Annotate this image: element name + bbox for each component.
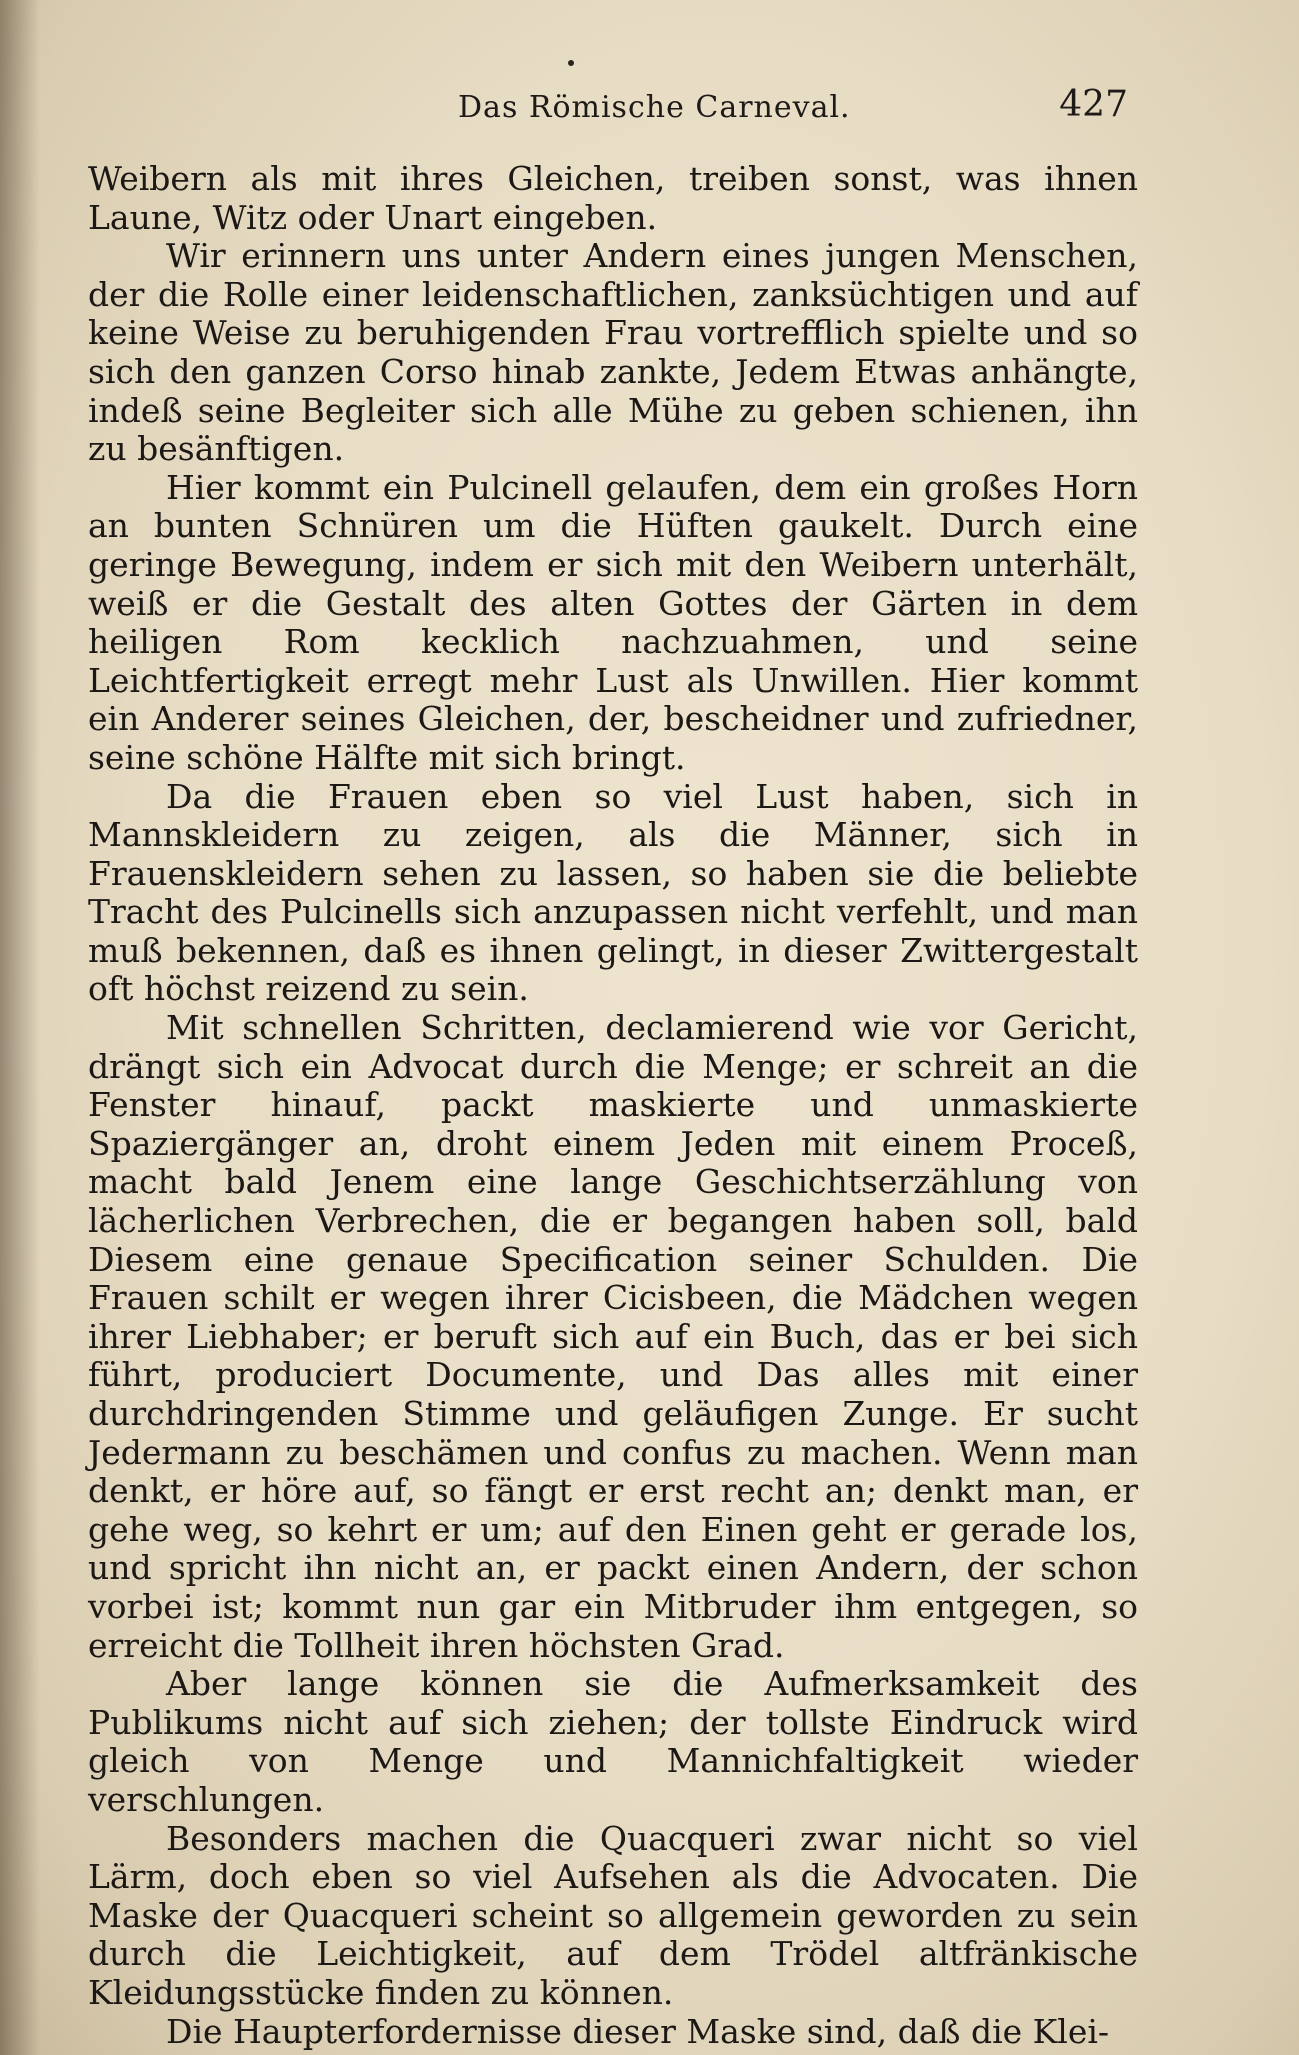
print-dot (568, 60, 574, 66)
body-text (88, 160, 1138, 2051)
paragraph: Die Haupterfordernisse dieser Maske sind, daß die Klei- (166, 2011, 1110, 2051)
paragraph: Da die Frauen eben so viel Lust haben, sich in Mannskleidern zu zeigen, als die Männer, sich in Frauenskleidern sehen zu lassen, so haben sie die beliebte Tracht des Pulcinells sich anzupassen nicht verfehlt, und man muß bekennen, daß es ihnen gelingt, in dieser Zwittergestalt oft höchst reizend zu sein. (88, 776, 1138, 1009)
paragraph: Wir erinnern uns unter Andern eines jungen Menschen, der die Rolle einer leidenschaftlichen, zanksüchtigen und auf keine Weise zu beruhigenden Frau vortrefflich spielte und so sich den ganzen Corso hinab zankte, Jedem Etwas anhängte, indeß seine Begleiter sich alle Mühe zu geben schienen, ihn zu besänftigen. (88, 236, 1138, 469)
page-number: 427 (1059, 84, 1128, 125)
paragraph: Hier kommt ein Pulcinell gelaufen, dem ein großes Horn an bunten Schnüren um die Hüften gaukelt. Durch eine geringe Bewegung, indem er sich mit den Weibern unterhält, weiß er die Gestalt des alten Gottes der Gärten in dem heiligen Rom kecklich nachzuahmen, und seine Leichtfertigkeit erregt mehr Lust als Unwillen. Hier kommt ein Anderer seines Gleichen, der, bescheidner und zufriedner, seine schöne Hälfte mit sich bringt. (88, 467, 1138, 777)
page-header (88, 84, 1128, 134)
paragraph: Besonders machen die Quacqueri zwar nicht so viel Lärm, doch eben so viel Aufsehen als die Advocaten. Die Maske der Quacqueri scheint so allgemein geworden zu sein durch die Leichtigkeit, auf dem Trödel altfränkische Kleidungsstücke finden zu können. (88, 1818, 1138, 2012)
running-title: Das Römische Carneval. (458, 90, 851, 125)
paragraph: Mit schnellen Schritten, declamierend wie vor Gericht, drängt sich ein Advocat durch die Menge; er schreit an die Fenster hinauf, packt maskierte und unmaskierte Spaziergänger an, droht einem Jeden mit einem Proceß, macht bald Jenem eine lange Geschichtserzählung von lächerlichen Verbrechen, die er begangen haben soll, bald Diesem eine genaue Specification seiner Schulden. Die Frauen schilt er wegen ihrer Cicisbeen, die Mädchen wegen ihrer Liebhaber; er beruft sich auf ein Buch, das er bei sich führt, produciert Documente, und Das alles mit einer durchdringenden Stimme und geläufigen Zunge. Er sucht Jedermann zu beschämen und confus zu machen. Wenn man denkt, er höre auf, so fängt er erst recht an; denkt man, er gehe weg, so kehrt er um; auf den Einen geht er gerade los, und spricht ihn nicht an, er packt einen Andern, der schon vorbei ist; kommt nun gar ein Mitbruder ihm entgegen, so erreicht die Tollheit ihren höchsten Grad. (88, 1008, 1138, 1665)
paragraph: Weibern als mit ihres Gleichen, treiben sonst, was ihnen Laune, Witz oder Unart eingeben. (88, 159, 1138, 237)
spine-shadow (0, 0, 40, 2055)
paragraph: Aber lange können sie die Aufmerksamkeit des Publikums nicht auf sich ziehen; der tollste Eindruck wird gleich von Menge und Mannichfaltigkeit wieder verschlungen. (88, 1664, 1138, 1819)
